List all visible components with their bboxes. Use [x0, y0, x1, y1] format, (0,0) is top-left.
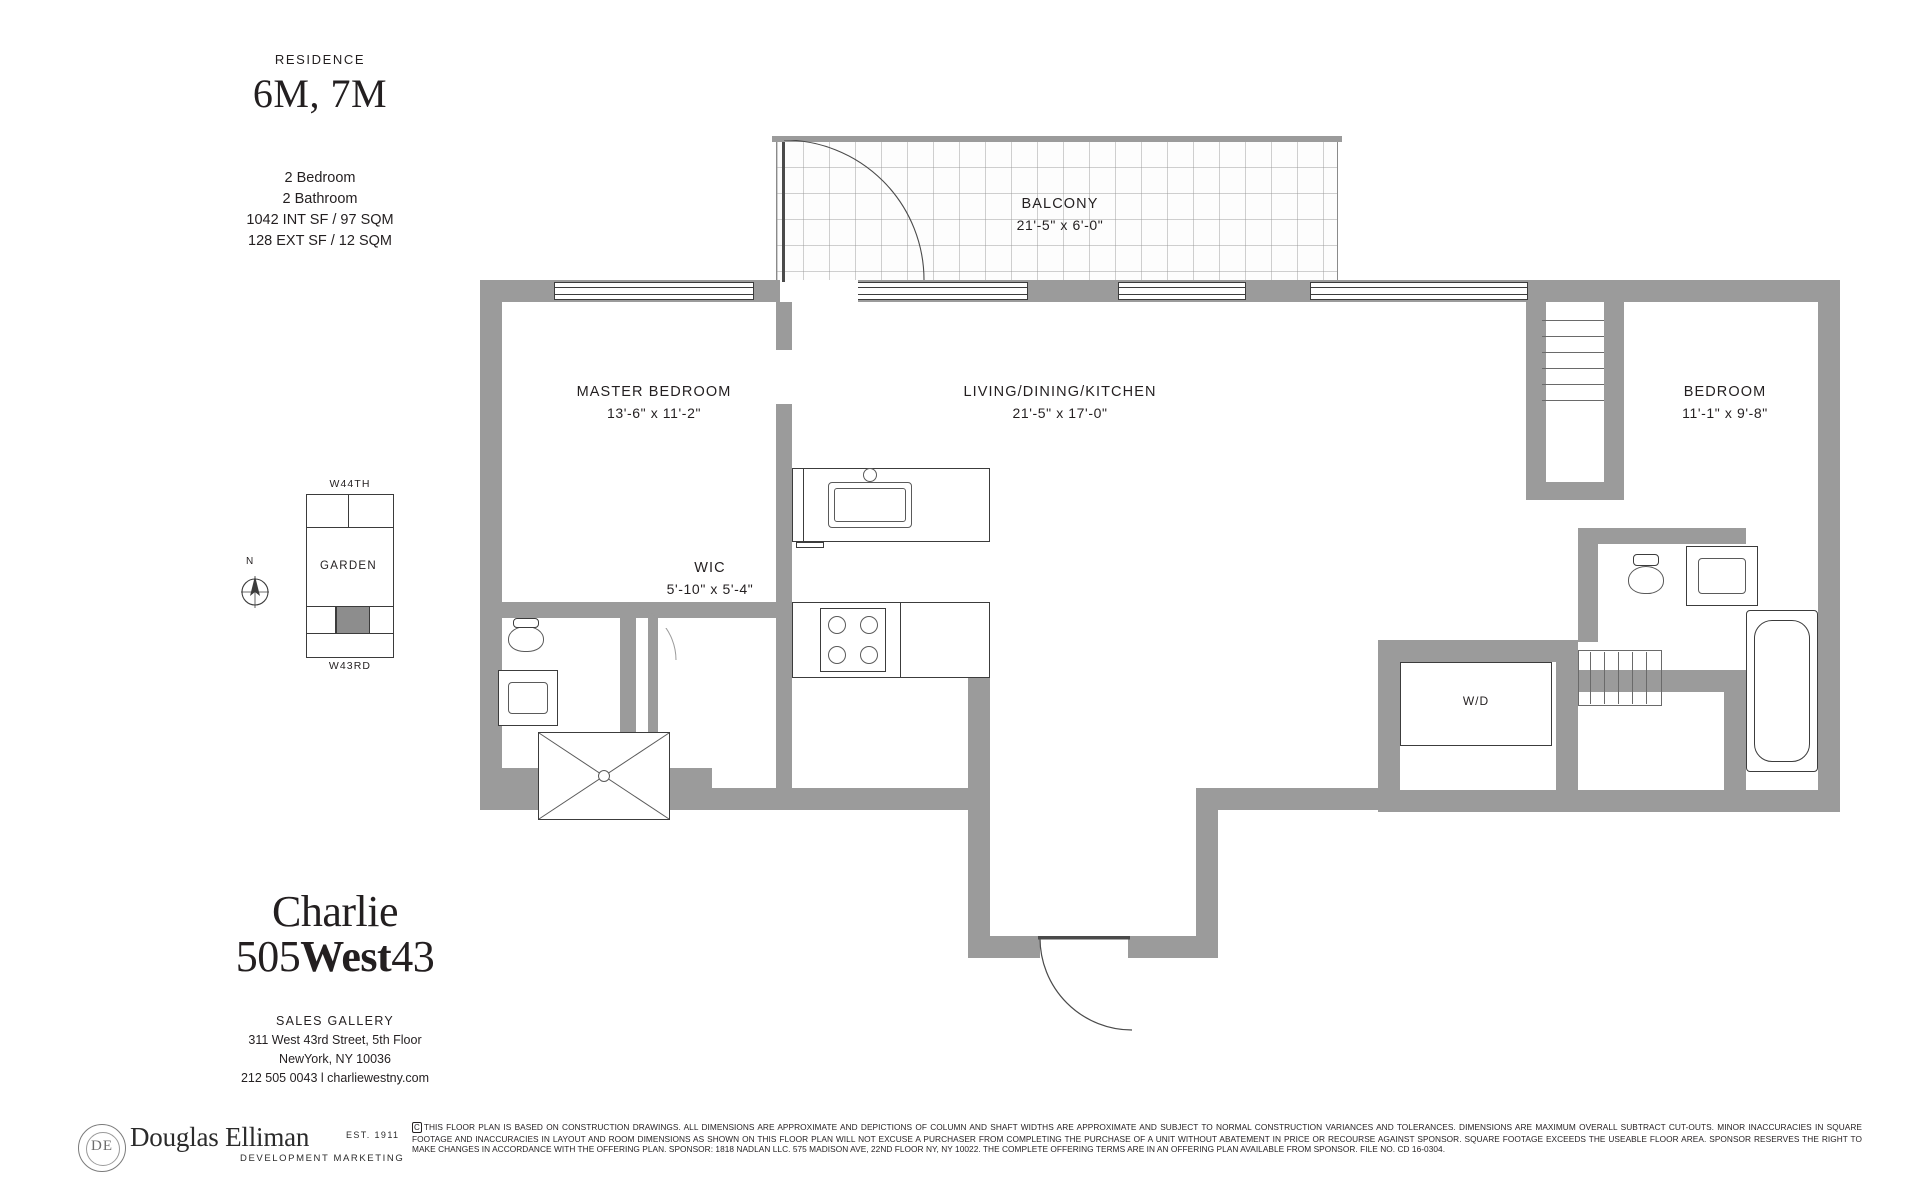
keymap	[300, 478, 400, 658]
wall-bedroom-left-upper	[1526, 302, 1546, 472]
douglas-elliman-logo	[78, 1122, 408, 1176]
spec-interior-sf: 1042 INT SF / 97 SQM	[246, 212, 394, 228]
doorway-wic	[658, 618, 776, 628]
compass-icon	[232, 556, 278, 612]
residence-specs	[180, 168, 460, 252]
wall-bath2-left	[1724, 670, 1746, 812]
wall-entry-right	[1196, 788, 1218, 958]
disclaimer-text: THIS FLOOR PLAN IS BASED ON CONSTRUCTION DRAWINGS. ALL DIMENSIONS ARE APPROXIMATE AND DEPICTIONS OF COLUMN AND SHAFT WIDTHS ARE APPROXIMATE AND SUBJECT TO NORMAL CONSTRUCTION VARIANCES AND TOLERANCES. DIMENSIONS ARE MAXIMUM OVERALL SUBTRACT CUT-OUTS. MINOR INACCURACIES IN SQUARE FOOTAGE AND INACCURACIES IN LAYOUT AND ROOM DIMENSIONS AS SHOWN ON THIS FLOOR PLAN WILL NOT EXCUSE A PURCHASER FROM COMPLETING THE PURCHASE OF A UNIT WITHOUT ABATEMENT IN PRICE OR RECOURSE AGAINST SPONSOR. SQUARE FOOTAGE EXCEEDS THE USEABLE FLOOR AREA. SPONSOR RESERVES THE RIGHT TO MAKE CHANGES IN ACCORDANCE WITH THE OFFERING PLAN. SPONSOR: 1818 NADLAN LLC. 575 MADISON AVE, 22ND FLOOR NY, NY 10022. THE COMPLETE OFFERING TERMS ARE IN AN OFFERING PLAN AVAILABLE FROM SPONSOR. FILE NO. CD 16-0304.	[412, 1122, 1862, 1155]
window-bedroom-inner	[1310, 287, 1528, 295]
sales-gallery-block	[150, 1012, 520, 1088]
spec-exterior-sf: 128 EXT SF / 12 SQM	[248, 233, 392, 249]
sales-address-line-1: 311 West 43rd Street, 5th Floor	[248, 1033, 422, 1047]
brand-line-2	[190, 934, 480, 980]
closet-line-2	[1542, 336, 1604, 337]
window-living-right-inner	[1118, 287, 1246, 295]
brand-logo	[190, 887, 480, 981]
wall-bottom-mid	[1196, 788, 1396, 810]
wall-wd-left	[1378, 640, 1400, 810]
closet-line-1	[1542, 320, 1604, 321]
monogram-letters: DE	[91, 1138, 113, 1154]
compass-north-label: N	[246, 556, 254, 567]
wall-bottom-right	[1378, 790, 1840, 812]
brand-line-1: Charlie	[271, 887, 398, 936]
room-label-wic: WIC 5'-10" x 5'-4"	[666, 560, 754, 597]
bath2-toilet-tank-icon	[1633, 554, 1659, 566]
sales-gallery-heading: SALES GALLERY	[275, 1014, 395, 1028]
doorway-master-bedroom	[776, 350, 792, 404]
sales-contact[interactable]: 212 505 0043 l charliewestny.com	[240, 1071, 430, 1085]
brand-43: 43	[391, 932, 435, 981]
burner-3-icon	[828, 646, 846, 664]
exterior-wall-right	[1818, 280, 1840, 800]
wall-wic-right	[776, 602, 792, 792]
burner-2-icon	[860, 616, 878, 634]
douglas-elliman-est: EST. 1911	[346, 1130, 400, 1140]
balcony-door-swing-icon	[780, 140, 930, 286]
brand-west: West	[300, 932, 392, 981]
burner-4-icon	[860, 646, 878, 664]
kitchen-counter-upper-edge	[792, 468, 804, 542]
bath2-toilet-bowl-icon	[1628, 566, 1664, 594]
closet-hatch-5	[1646, 652, 1647, 704]
wall-wd-top	[1378, 640, 1578, 662]
wall-bath2-partition	[1578, 530, 1598, 642]
kitchen-faucet-icon	[863, 468, 877, 482]
legal-disclaimer	[412, 1122, 1862, 1155]
master-toilet-bowl-icon	[508, 626, 544, 652]
bath2-sink-basin	[1698, 558, 1746, 594]
wall-bath2-upper	[1578, 528, 1746, 544]
sales-address-line-2: NewYork, NY 10036	[279, 1052, 391, 1066]
douglas-elliman-subtitle: DEVELOPMENT MARKETING	[240, 1153, 405, 1164]
room-label-living-dining-kitchen: LIVING/DINING/KITCHEN 21'-5" x 17'-0"	[963, 384, 1157, 421]
closet-hatch-4	[1632, 652, 1633, 704]
burner-1-icon	[828, 616, 846, 634]
closet-hatch-3	[1618, 652, 1619, 704]
copyright-icon: C	[414, 1123, 420, 1132]
keymap-street-top: W44TH	[329, 478, 371, 490]
kitchen-sink-inner	[834, 488, 906, 522]
room-label-bedroom: BEDROOM 11'-1" x 9'-8"	[1682, 384, 1768, 421]
spec-bedrooms: 2 Bedroom	[284, 170, 356, 186]
closet-line-6	[1542, 400, 1604, 401]
wall-master-bath-top	[480, 602, 636, 618]
wall-entry-left	[968, 788, 990, 948]
wall-wd-right	[1556, 640, 1578, 790]
closet-line-5	[1542, 384, 1604, 385]
brand-505: 505	[235, 932, 301, 981]
master-bath-door-swing-icon	[620, 602, 680, 662]
doorway-bedroom	[1526, 500, 1546, 540]
residence-label: RESIDENCE	[274, 52, 366, 67]
residence-number: 6M, 7M	[252, 71, 388, 116]
window-master-bedroom-inner	[554, 287, 754, 295]
keymap-street-bottom: W43RD	[328, 660, 372, 672]
entry-door-swing-icon	[1036, 936, 1136, 1032]
master-shower-drain-icon	[598, 770, 610, 782]
keymap-cell-1b	[348, 494, 394, 528]
kitchen-cabinet-lower	[900, 602, 990, 678]
douglas-elliman-monogram-icon	[78, 1124, 126, 1172]
keymap-garden-label: GARDEN	[320, 560, 378, 572]
washer-dryer-label: W/D	[1462, 694, 1490, 708]
keymap-unit-highlight	[336, 606, 370, 634]
bathtub-inner-icon	[1754, 620, 1810, 762]
douglas-elliman-name: Douglas Elliman	[130, 1122, 310, 1152]
floor-plan-drawing	[480, 150, 1840, 1020]
spec-bathrooms: 2 Bathroom	[282, 191, 358, 207]
kitchen-counter-notch	[796, 542, 824, 548]
master-toilet-tank-icon	[513, 618, 539, 628]
room-label-master-bedroom: MASTER BEDROOM 13'-6" x 11'-2"	[576, 384, 732, 421]
master-sink-basin	[508, 682, 548, 714]
closet-line-4	[1542, 368, 1604, 369]
closet-hatch-2	[1604, 652, 1605, 704]
closet-hatch-1	[1590, 652, 1591, 704]
keymap-cell-3a	[306, 606, 336, 634]
room-label-balcony: BALCONY 21'-5" x 6'-0"	[1016, 196, 1104, 233]
closet-line-3	[1542, 352, 1604, 353]
